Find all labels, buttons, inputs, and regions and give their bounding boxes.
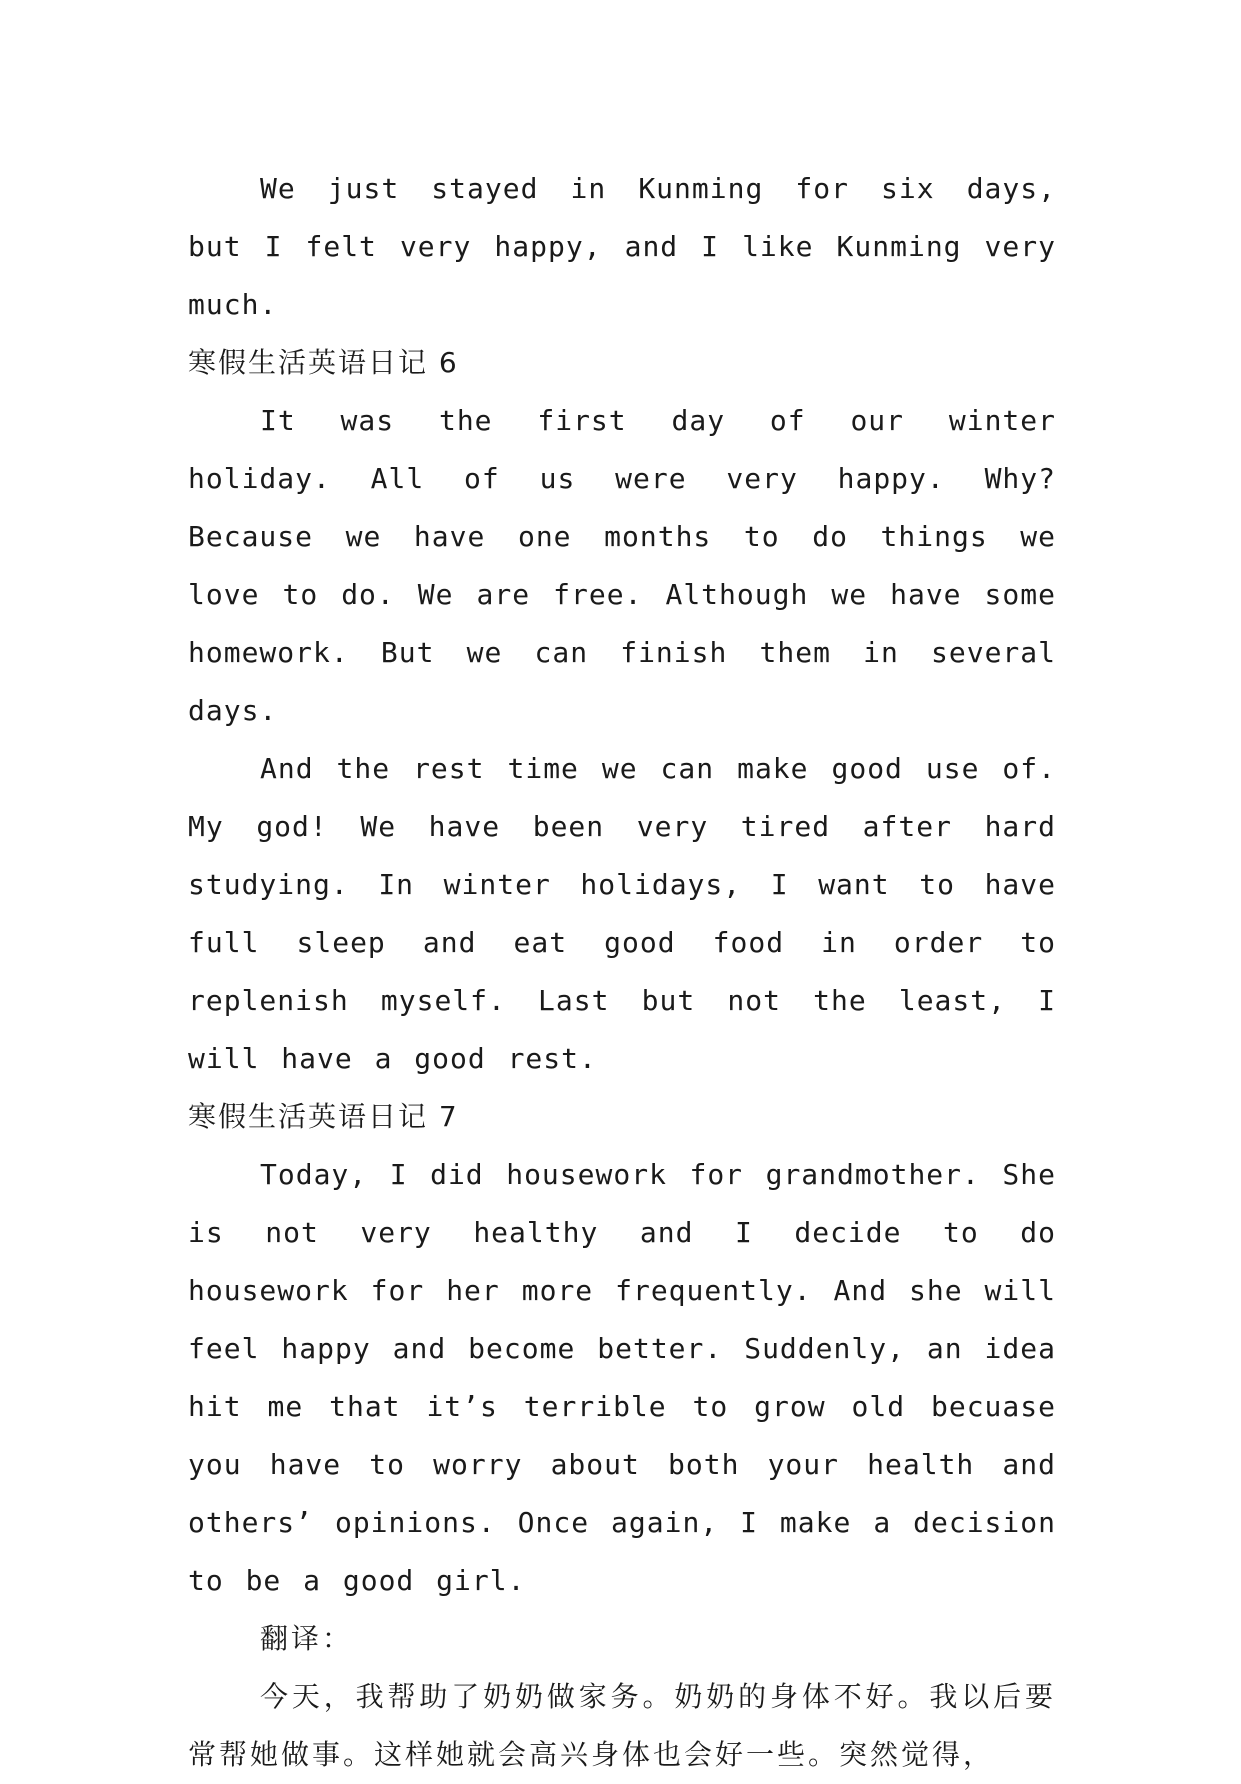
- heading-diary-6: 寒假生活英语日记 6: [188, 346, 459, 379]
- heading-diary-7: 寒假生活英语日记 7: [188, 1100, 459, 1133]
- paragraph-rest-time: And the rest time we can make good use of. My god! We have been very tired after hard studying. In winter holidays, I want to have full sleep and eat good food in order to replenish myself. Last but not the least, I will have a good rest.: [188, 752, 1056, 1075]
- document-page: [188, 160, 1056, 1784]
- paragraph-first-day: It was the first day of our winter holiday. All of us were very happy. Why? Because we have one months to do things we love to do. We are free. Although we have some homework. But we can finish them in several days.: [188, 404, 1056, 727]
- paragraph-housework: Today, I did housework for grandmother. She is not very healthy and I decide to do housework for her more frequently. And she will feel happy and become better. Suddenly, an idea hit me that it’s terrible to grow old becuase you have to worry about both your health and others’ opinions. Once again, I make a decision to be a good girl.: [188, 1158, 1056, 1597]
- translation-paragraph: 今天，我帮助了奶奶做家务。奶奶的身体不好。我以后要常帮她做事。这样她就会高兴身体也会好一些。突然觉得，: [188, 1680, 1056, 1771]
- paragraph-kunming: We just stayed in Kunming for six days, but I felt very happy, and I like Kunming very much.: [188, 172, 1056, 321]
- translation-label: 翻译：: [260, 1622, 354, 1655]
